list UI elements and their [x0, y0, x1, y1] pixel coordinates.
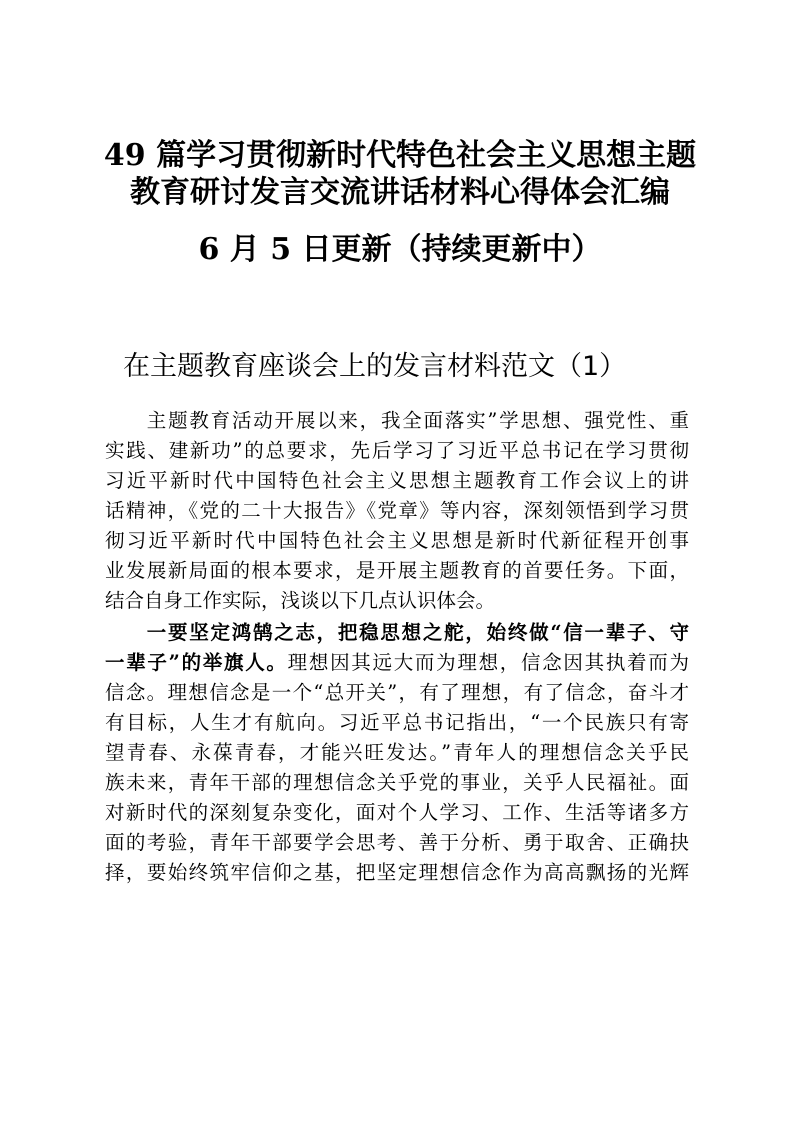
paragraph-line: 面的考验，青年干部要学会思考、善于分析、勇于取舍、正确抉 [105, 831, 689, 854]
paragraph-line: 信念。理想信念是一个“总开关”，有了理想，有了信念，奋斗才 [105, 681, 689, 704]
paragraph-lead-bold-end: 一辈子”的举旗人。 [105, 651, 288, 674]
paragraph-line: 习近平新时代中国特色社会主义思想主题教育工作会议上的讲 [105, 469, 689, 492]
paragraph-line [105, 406, 689, 436]
paragraph-line: 业发展新局面的根本要求，是开展主题教育的首要任务。下面， [105, 559, 689, 582]
paragraph-line: 话精神，《党的二十大报告》《党章》等内容，深刻领悟到学习贯 [105, 499, 689, 522]
document-title-line-1: 49 篇学习贯彻新时代特色社会主义思想主题 [103, 138, 697, 173]
paragraph-line: 望青春、永葆青春，才能兴旺发达。”青年人的理想信念关乎民 [105, 741, 689, 764]
paragraph-line: 对新时代的深刻复杂变化，面对个人学习、工作、生活等诸多方 [105, 801, 689, 824]
paragraph-1 [105, 406, 689, 616]
paragraph-line: 彻习近平新时代中国特色社会主义思想是新时代新征程开创事 [105, 529, 689, 552]
paragraph-lead-bold: 一要坚定鸿鹄之志，把稳思想之舵，始终做“信一辈子、守 [145, 621, 689, 644]
paragraph-line: 择，要始终筑牢信仰之基，把坚定理想信念作为高高飘扬的光辉 [105, 861, 689, 884]
document-title-line-2: 教育研讨发言交流讲话材料心得体会汇编 [130, 175, 670, 210]
update-note: 6 月 5 日更新（持续更新中） [198, 232, 602, 267]
paragraph-line [105, 618, 689, 648]
paragraph-line-text: 理想因其远大而为理想，信念因其执着而为 [287, 651, 689, 674]
paragraph-line: 实践、建新功”的总要求，先后学习了习近平总书记在学习贯彻 [105, 439, 689, 462]
paragraph-2 [105, 618, 689, 888]
section-heading: 在主题教育座谈会上的发言材料范文（1） [123, 351, 627, 382]
paragraph-line [105, 648, 689, 678]
paragraph-line: 有目标，人生才有航向。习近平总书记指出，“一个民族只有寄 [105, 711, 689, 734]
paragraph-line: 结合自身工作实际，浅谈以下几点认识体会。 [105, 589, 496, 612]
paragraph-line: 族未来，青年干部的理想信念关乎党的事业，关乎人民福祉。面 [105, 771, 689, 794]
paragraph-line-text: 主题教育活动开展以来，我全面落实”学思想、强党性、重 [145, 409, 689, 432]
